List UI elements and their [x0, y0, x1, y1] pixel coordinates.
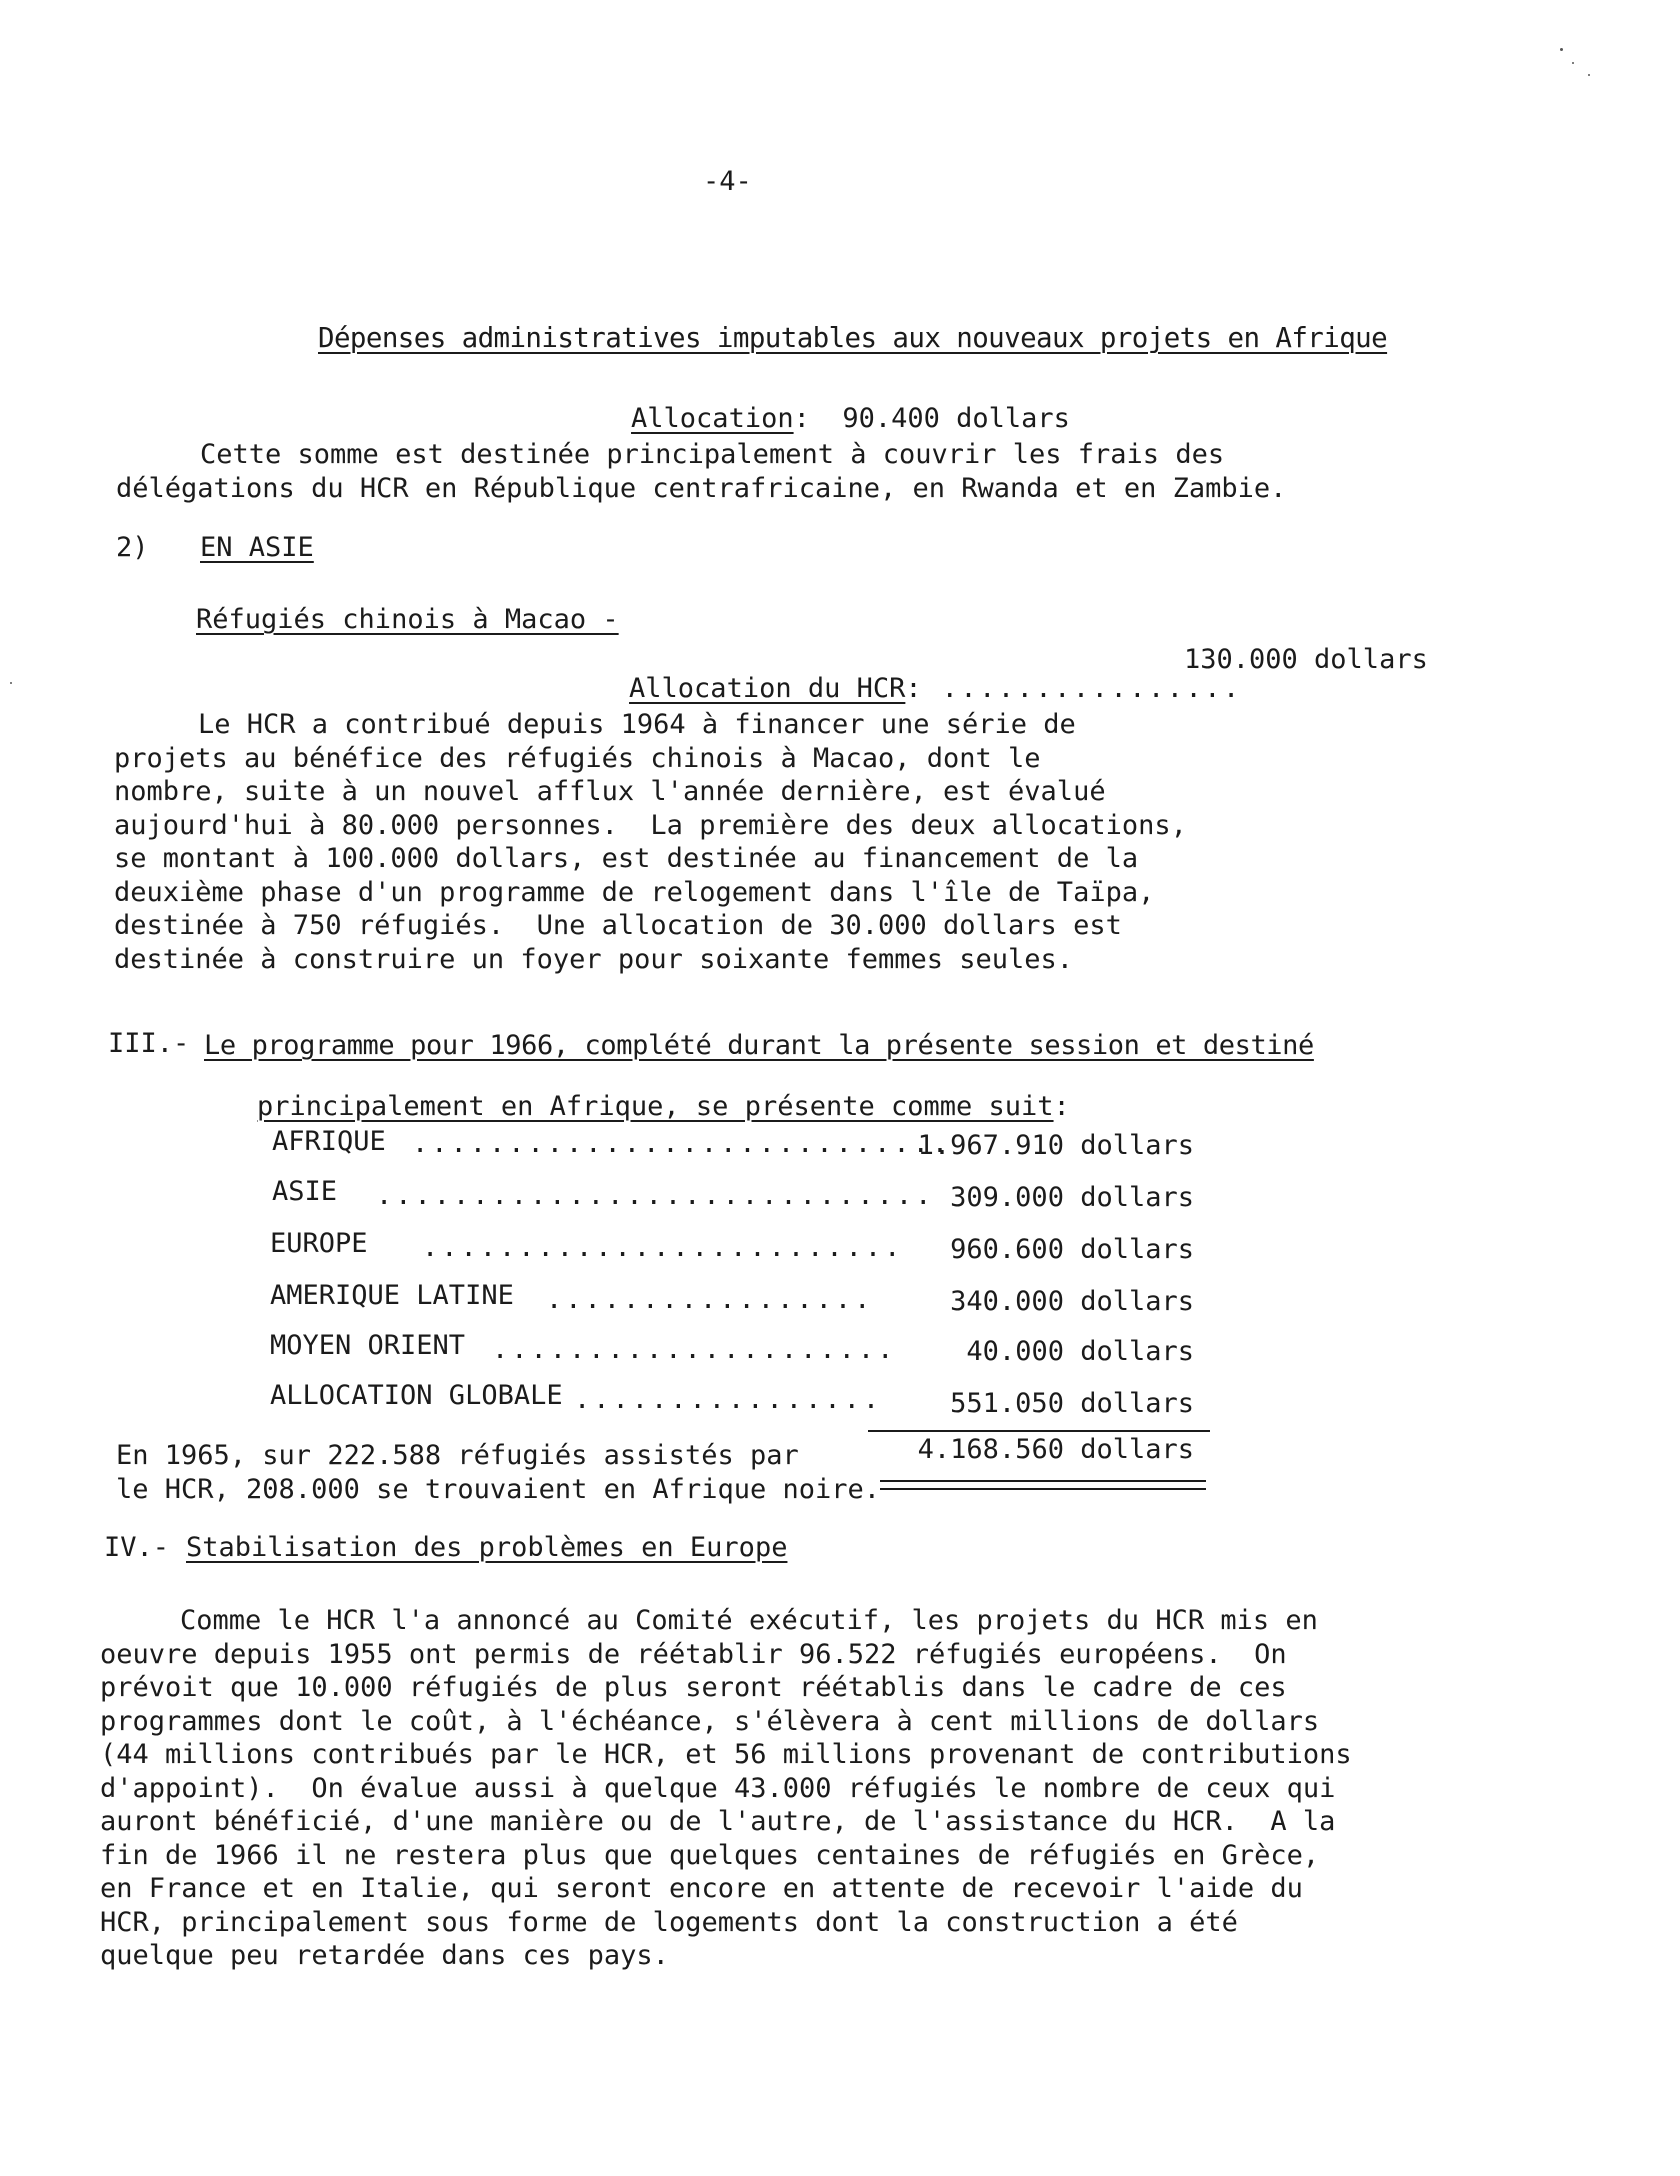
programme-amount: 1.967.910 dollars: [917, 1130, 1194, 1161]
paragraph-line: oeuvre depuis 1955 ont permis de réétablir 96.522 réfugiés européens. On: [100, 1638, 1287, 1670]
programme-leader: .....................: [492, 1334, 897, 1365]
page-number: -4-: [703, 166, 752, 197]
programme-amount: 960.600 dollars: [950, 1234, 1194, 1265]
section-heading-iv: Stabilisation des problèmes en Europe: [186, 1532, 788, 1563]
section-heading-iii-text: principalement en Afrique, se présente comme suit: [257, 1091, 1054, 1122]
programme-amount: 40.000 dollars: [966, 1336, 1194, 1367]
admin-paragraph: [116, 438, 1286, 505]
scan-speck: [1560, 48, 1563, 51]
programme-total: 4.168.560 dollars: [917, 1434, 1194, 1465]
paragraph-line: se montant à 100.000 dollars, est destinée au financement de la: [114, 843, 1139, 874]
section-title-admin: Dépenses administratives imputables aux nouveaux projets en Afrique: [318, 322, 1388, 354]
programme-amount: 309.000 dollars: [950, 1182, 1194, 1213]
programme-region: ASIE: [272, 1176, 338, 1207]
programme-leader: ................: [574, 1384, 883, 1415]
asia-paragraph: [114, 708, 1187, 976]
scan-speck: [1572, 62, 1574, 64]
refugee-note-line2: le HCR, 208.000 se trouvaient en Afrique noire.: [116, 1474, 881, 1505]
paragraph-line: auront bénéficié, d'une manière ou de l'autre, de l'assistance du HCR. A la: [100, 1806, 1336, 1837]
paragraph-line: nombre, suite à un nouvel afflux l'année dernière, est évalué: [114, 776, 1106, 807]
section-number-asia: 2): [116, 532, 149, 563]
allocation-value: : 90.400 dollars: [793, 403, 1070, 434]
section-number-iv: IV.-: [104, 1532, 170, 1563]
paragraph-line: destinée à construire un foyer pour soixante femmes seules.: [114, 943, 1074, 975]
paragraph-line: en France et en Italie, qui seront encore en attente de recevoir l'aide du: [100, 1873, 1303, 1904]
programme-amount: 340.000 dollars: [950, 1286, 1194, 1317]
total-rule: [868, 1430, 1210, 1432]
paragraph-line: destinée à 750 réfugiés. Une allocation de 30.000 dollars est: [114, 910, 1122, 941]
section-heading-iii-colon: :: [1053, 1091, 1070, 1122]
paragraph-line: d'appoint). On évalue aussi à quelque 43.000 réfugiés le nombre de ceux qui: [100, 1772, 1336, 1804]
programme-leader: .........................: [422, 1232, 904, 1263]
refugee-note-line1: En 1965, sur 222.588 réfugiés assistés par: [116, 1440, 799, 1471]
allocation-label: Allocation: [631, 403, 794, 434]
paragraph-line: aujourd'hui à 80.000 personnes. La première des deux allocations,: [114, 809, 1187, 841]
paragraph-line: deuxième phase d'un programme de relogement dans l'île de Taïpa,: [114, 876, 1155, 908]
programme-leader: ............................: [412, 1128, 952, 1159]
section-heading-iii-line1: Le programme pour 1966, complété durant la présente session et destiné: [204, 1030, 1314, 1061]
section-number-iii: III.-: [108, 1028, 190, 1059]
paragraph-line: Cette somme est destinée principalement à couvrir les frais des: [200, 439, 1225, 470]
paragraph-line: Le HCR a contribué depuis 1964 à financer une série de: [198, 709, 1076, 740]
scan-speck: [1588, 74, 1590, 76]
paragraph-line: fin de 1966 il ne restera plus que quelques centaines de réfugiés en Grèce,: [100, 1839, 1320, 1871]
paragraph-line: (44 millions contribués par le HCR, et 56 millions provenant de contributions: [100, 1739, 1352, 1770]
total-double-rule: [880, 1480, 1206, 1490]
paragraph-line: délégations du HCR en République centrafricaine, en Rwanda et en Zambie.: [116, 472, 1287, 504]
paragraph-line: programmes dont le coût, à l'échéance, s'élèvera à cent millions de dollars: [100, 1705, 1320, 1737]
paragraph-line: Comme le HCR l'a annoncé au Comité exécutif, les projets du HCR mis en: [180, 1605, 1318, 1636]
scan-speck: [10, 682, 12, 684]
paragraph-line: quelque peu retardée dans ces pays.: [100, 1940, 669, 1971]
programme-region: ALLOCATION GLOBALE: [270, 1380, 563, 1411]
programme-region: EUROPE: [270, 1228, 368, 1259]
asia-allocation-leader: ................: [941, 673, 1242, 704]
programme-leader: .................: [546, 1284, 874, 1315]
programme-leader: .............................: [376, 1180, 935, 1211]
section-heading-asia: EN ASIE: [200, 532, 314, 563]
paragraph-line: projets au bénéfice des réfugiés chinois à Macao, dont le: [114, 742, 1041, 774]
programme-region: MOYEN ORIENT: [270, 1330, 466, 1361]
asia-allocation-amount: 130.000 dollars: [1184, 644, 1428, 675]
programme-region: AMERIQUE LATINE: [270, 1280, 514, 1311]
paragraph-line: prévoit que 10.000 réfugiés de plus seront réétablis dans le cadre de ces: [100, 1672, 1287, 1703]
programme-amount: 551.050 dollars: [950, 1388, 1194, 1419]
europe-paragraph: [100, 1604, 1352, 1973]
asia-allocation-label: Allocation du HCR: [629, 673, 906, 704]
asia-allocation-colon: :: [905, 673, 922, 704]
paragraph-line: HCR, principalement sous forme de logements dont la construction a été: [100, 1906, 1238, 1938]
programme-region: AFRIQUE: [272, 1126, 386, 1157]
asia-subheading: Réfugiés chinois à Macao -: [196, 604, 619, 635]
